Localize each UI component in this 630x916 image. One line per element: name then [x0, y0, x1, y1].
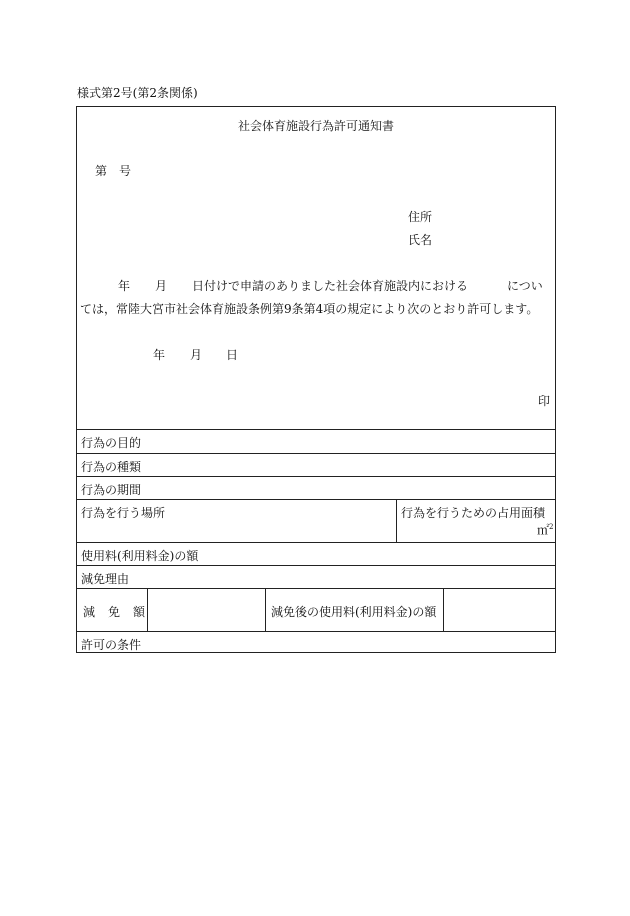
form-number-label: 様式第2号(第2条関係)	[77, 86, 198, 100]
permit-notice-form	[76, 106, 556, 653]
area-unit: ㎡$^2$	[537, 523, 554, 537]
reduction-reason-label: 減免理由	[81, 572, 130, 586]
reduction-amount-char3: 額	[133, 605, 146, 619]
area-label: 行為を行うための占用面積	[401, 506, 546, 520]
reduction-amount-char1: 減	[83, 605, 96, 619]
body-date-month: 月	[155, 279, 168, 293]
fee-label: 使用料(利用料金)の額	[81, 549, 199, 563]
column-divider	[147, 588, 148, 631]
row-divider	[77, 542, 555, 543]
column-divider	[265, 588, 266, 631]
row-divider	[77, 588, 555, 589]
column-divider	[396, 499, 397, 542]
row-divider	[77, 476, 555, 477]
type-label: 行為の種類	[81, 460, 142, 474]
address-label: 住所	[408, 210, 433, 224]
body-line2: ては，常陸大宮市社会体育施設条例第9条第4項の規定により次のとおり許可します。	[80, 302, 539, 316]
row-divider	[77, 631, 555, 632]
row-divider	[77, 429, 555, 430]
reduction-amount-char2: 免	[108, 605, 121, 619]
column-divider	[443, 588, 444, 631]
issue-date-month: 月	[190, 348, 203, 362]
conditions-label: 許可の条件	[81, 638, 142, 652]
body-line1-end: につい	[507, 279, 543, 293]
row-divider	[77, 453, 555, 454]
row-divider	[77, 565, 555, 566]
document-title: 社会体育施設行為許可通知書	[237, 119, 394, 133]
seal-mark: 印	[538, 394, 551, 408]
fee-after-reduction-label: 減免後の使用料(利用料金)の額	[271, 605, 437, 619]
number-dai: 第	[95, 164, 108, 178]
number-go: 号	[119, 164, 132, 178]
purpose-label: 行為の目的	[81, 436, 142, 450]
body-date-year: 年	[118, 279, 131, 293]
name-label: 氏名	[408, 233, 433, 247]
place-label: 行為を行う場所	[81, 506, 166, 520]
row-divider	[77, 499, 555, 500]
issue-date-day: 日	[226, 348, 239, 362]
body-line1-middle: 日付けで申請のありました社会体育施設内における	[192, 279, 469, 293]
period-label: 行為の期間	[81, 483, 142, 497]
issue-date-year: 年	[153, 348, 166, 362]
